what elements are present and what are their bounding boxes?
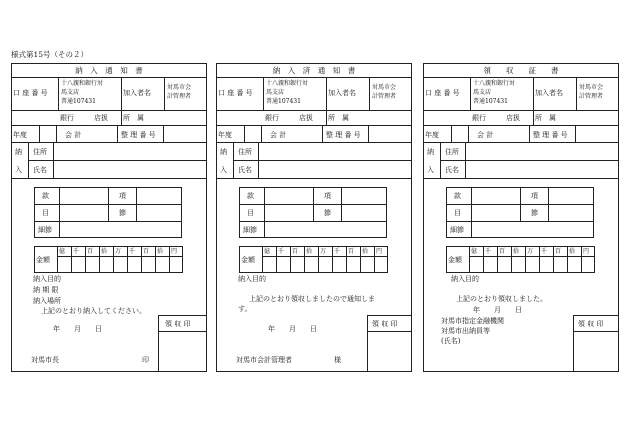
panel-payment-notice: [11, 63, 207, 372]
digit-sen-man: 千: [278, 248, 285, 255]
digit-juu: 拾: [569, 248, 576, 255]
category-kou: 項: [119, 192, 126, 200]
digit-oku: 億: [264, 248, 271, 255]
bank-line-3: 普通107431: [61, 98, 96, 105]
message: 上記のとおり納入してください。: [41, 307, 146, 315]
digit-oku: 億: [59, 248, 66, 255]
digit-hyaku: 百: [143, 248, 150, 255]
digit-sen: 千: [334, 248, 341, 255]
ref-number-label: 整 理 番 号: [121, 131, 156, 139]
digit-juu: 拾: [157, 248, 164, 255]
issuer-line-3: (氏名): [441, 337, 461, 345]
bank-line-1: 十八親和銀行対: [61, 80, 104, 87]
panel-title: 納 入 通 知 書: [75, 66, 143, 75]
digit-hyaku-man: 百: [87, 248, 94, 255]
seal: 印: [142, 356, 149, 364]
payee-line-2: 計管理者: [579, 93, 604, 100]
bank-line-2: 馬支店: [61, 89, 80, 96]
category-saisetsu: 細節: [38, 226, 52, 234]
form-number: 様式第15号（その２）: [11, 50, 89, 59]
digit-juu-man: 拾: [306, 248, 313, 255]
date-line: 年 月 日: [473, 306, 522, 314]
category-kou: 項: [531, 192, 538, 200]
digit-yen: 円: [376, 248, 383, 255]
digit-hyaku: 百: [348, 248, 355, 255]
receipt-stamp-label: 領 収 印: [165, 320, 191, 328]
account-number-label: 口 座 番 号: [425, 89, 460, 97]
digit-sen-man: 千: [73, 248, 80, 255]
digit-hyaku-man: 百: [499, 248, 506, 255]
message-line-1: 上記のとおり領収しましたので通知しま: [249, 295, 375, 303]
digit-sen: 千: [541, 248, 548, 255]
digit-juu-man: 拾: [513, 248, 520, 255]
date-line: 年 月 日: [53, 325, 102, 333]
payer-label-1: 納: [15, 148, 22, 156]
payer-label-2: 入: [220, 166, 227, 174]
amount-label: 金額: [36, 256, 50, 264]
note-deadline: 納 期 限: [33, 286, 59, 294]
note-purpose: 納入目的: [451, 275, 479, 283]
year-label: 年度: [13, 131, 27, 139]
signature: 対馬市長: [31, 356, 59, 364]
payee-line-1: 対馬市会: [372, 84, 397, 91]
panel-title: 領 収 証 書: [483, 66, 559, 75]
bank-label: 銀行: [60, 114, 74, 122]
category-setsu: 節: [324, 209, 331, 217]
category-moku: 目: [454, 209, 461, 217]
bank-line-3: 普通107431: [266, 98, 301, 105]
ref-number-label: 整 理 番 号: [326, 131, 361, 139]
ref-number-label: 整 理 番 号: [533, 131, 568, 139]
digit-man: 万: [320, 248, 327, 255]
digit-man: 万: [527, 248, 534, 255]
account-number-label: 口 座 番 号: [218, 89, 253, 97]
note-place: 納入場所: [33, 297, 61, 305]
amount-label: 金額: [241, 256, 255, 264]
branch-label: 店扱: [299, 114, 313, 122]
year-label: 年度: [425, 131, 439, 139]
payee-label: 加入者名: [328, 89, 356, 97]
digit-juu-man: 拾: [101, 248, 108, 255]
address-label: 住所: [33, 148, 47, 156]
digit-sen-man: 千: [485, 248, 492, 255]
date-line: 年 月 日: [268, 325, 317, 333]
category-kan: 款: [247, 192, 254, 200]
bank-line-2: 馬支店: [266, 89, 285, 96]
category-kan: 款: [454, 192, 461, 200]
receipt-stamp-label: 領 収 印: [372, 320, 398, 328]
bank-label: 銀行: [265, 114, 279, 122]
panel-receipt: [423, 63, 619, 372]
affiliation-label: 所 属: [328, 114, 349, 122]
bank-line-1: 十八親和銀行対: [266, 80, 309, 87]
receipt-stamp-label: 領 収 印: [578, 320, 604, 328]
panel-payment-completed-notice: [216, 63, 412, 372]
name-label: 氏名: [238, 166, 252, 174]
account-number-label: 口 座 番 号: [13, 89, 48, 97]
account-type-label: 会 計: [270, 131, 287, 139]
category-setsu: 節: [119, 209, 126, 217]
digit-oku: 億: [471, 248, 478, 255]
payer-label-1: 納: [427, 148, 434, 156]
payee-label: 加入者名: [535, 89, 563, 97]
signature: 対馬市会計管理者: [236, 356, 292, 364]
digit-juu: 拾: [362, 248, 369, 255]
digit-yen: 円: [171, 248, 178, 255]
category-kou: 項: [324, 192, 331, 200]
digit-sen: 千: [129, 248, 136, 255]
category-setsu: 節: [531, 209, 538, 217]
message: 上記のとおり領収しました。: [456, 295, 547, 303]
bank-line-2: 馬支店: [473, 89, 492, 96]
year-label: 年度: [218, 131, 232, 139]
digit-hyaku-man: 百: [292, 248, 299, 255]
payer-label-2: 入: [427, 166, 434, 174]
category-saisetsu: 細節: [450, 226, 464, 234]
amount-label: 金額: [448, 256, 462, 264]
payee-line-1: 対馬市会: [167, 84, 192, 91]
category-moku: 目: [42, 209, 49, 217]
name-label: 氏名: [33, 166, 47, 174]
name-label: 氏名: [445, 166, 459, 174]
bank-line-3: 普通107431: [473, 98, 508, 105]
category-kan: 款: [42, 192, 49, 200]
affiliation-label: 所 属: [535, 114, 556, 122]
payee-label: 加入者名: [123, 89, 151, 97]
payee-line-1: 対馬市会: [579, 84, 604, 91]
issuer-line-1: 対馬市指定金融機関: [441, 317, 504, 325]
category-saisetsu: 細節: [243, 226, 257, 234]
account-type-label: 会 計: [65, 131, 82, 139]
digit-man: 万: [115, 248, 122, 255]
payee-line-2: 計管理者: [372, 93, 397, 100]
seal: 様: [334, 356, 341, 364]
affiliation-label: 所 属: [123, 114, 144, 122]
payee-line-2: 計管理者: [167, 93, 192, 100]
note-purpose: 納入目的: [33, 275, 61, 283]
issuer-line-2: 対馬市出納員等: [441, 327, 490, 335]
branch-label: 店扱: [506, 114, 520, 122]
bank-line-1: 十八親和銀行対: [473, 80, 516, 87]
category-moku: 目: [247, 209, 254, 217]
payer-label-1: 納: [220, 148, 227, 156]
account-type-label: 会 計: [477, 131, 494, 139]
address-label: 住所: [238, 148, 252, 156]
digit-hyaku: 百: [555, 248, 562, 255]
bank-label: 銀行: [472, 114, 486, 122]
panel-title: 納 入 済 通 知 書: [272, 66, 356, 75]
note-purpose: 納入目的: [238, 275, 266, 283]
branch-label: 店扱: [94, 114, 108, 122]
address-label: 住所: [445, 148, 459, 156]
payer-label-2: 入: [15, 166, 22, 174]
message-line-2: す。: [238, 305, 252, 313]
digit-yen: 円: [583, 248, 590, 255]
